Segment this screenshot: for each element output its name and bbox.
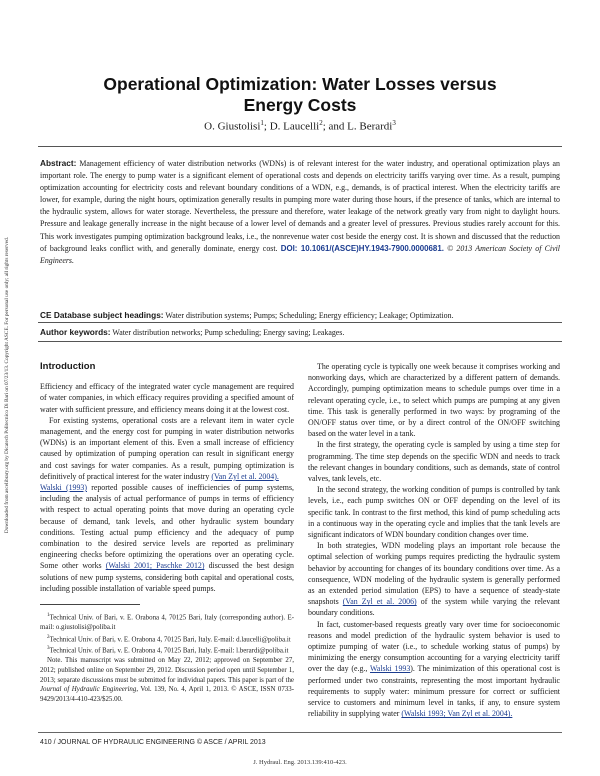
footnote-rule: [40, 604, 140, 605]
copyright-notice: © 2013 American Society of Civil Engineers.: [40, 243, 561, 265]
paper-title: [60, 74, 540, 116]
author-affil: 1: [260, 119, 264, 127]
paragraph: [40, 482, 294, 594]
download-watermark: [0, 150, 14, 620]
section-heading: Introduction: [40, 361, 96, 372]
paragraph: [308, 540, 560, 618]
note-text: , Vol. 139, No. 4, April 1, 2013. © ASCE, ISSN 0733-9429/2013/4-410-423/$25.00.: [40, 686, 294, 703]
ce-headings-label: CE Database subject headings:: [40, 310, 164, 320]
journal-name: Journal of Hydraulic Engineering: [40, 686, 137, 694]
abstract: [40, 157, 560, 267]
paragraph-text: In both strategies, WDN modeling plays an important role because the optimal selection of working pumps requires predicting the hydraulic system behavior by accounting for changes of its boundary conditions over time. As a consequence, WDN modeling of the hydraulic system is generally performed as an extended period simulation (EPS) to have a sequence of steady-state snapshots: [308, 541, 560, 607]
submission-note: [40, 656, 294, 704]
ce-headings-text: Water distribution systems; Pumps; Scheduling; Energy efficiency; Leakage; Optimization.: [165, 311, 454, 320]
paragraph-text: For existing systems, operational costs are a relevant item in water cycle management, and the energy cost for pumping in water distribution networks (WDNs) is an important element of this. Even a small increase of efficiency caused by optimization of pumping operation can result in significant energy and cost savings for water companies. As a result, pumping optimization is definitively of practical interest for the water industry: [40, 415, 294, 481]
ce-subject-headings: [40, 310, 560, 320]
meta-rule: [38, 322, 562, 323]
citation-link[interactable]: (Van Zyl et al. 2006): [342, 597, 417, 607]
author-sep: ;: [263, 120, 270, 133]
paragraph: [40, 415, 294, 482]
author-name: O. Giustolisi: [204, 120, 261, 133]
author-affil: 2: [319, 119, 323, 127]
author-keywords: [40, 327, 560, 337]
citation-link[interactable]: (Walski 1993; Van Zyl et al. 2004).: [401, 709, 513, 719]
footer-rule: [38, 732, 562, 733]
footnote-text: Technical Univ. of Bari, v. E. Orabona 4, 70125 Bari, Italy (corresponding author). E-mail: o.giustolisi@poliba.it: [40, 614, 294, 631]
keywords-label: Author keywords:: [40, 327, 111, 337]
author-affil: 3: [392, 119, 396, 127]
footnotes: [40, 611, 294, 704]
author-sep: ; and: [322, 120, 348, 133]
footnote-text: Technical Univ. of Bari, v. E. Orabona 4, 70125 Bari, Italy. E-mail: d.laucelli@poliba.it: [49, 635, 291, 643]
title-line-1: Operational Optimization: Water Losses versus: [103, 74, 497, 94]
abstract-label: Abstract:: [40, 158, 77, 168]
footnote: $^2$Technical Univ. of Bari, v. E. Orabona 4, 70125 Bari, Italy. E-mail: d.laucelli@poliba.it: [47, 634, 291, 643]
citation-link[interactable]: Walski (1993): [40, 483, 87, 493]
footnote: $^3$Technical Univ. of Bari, v. E. Orabona 4, 70125 Bari, Italy. E-mail: l.berardi@poliba.it: [47, 646, 289, 655]
header-rule: [38, 146, 562, 147]
author-name: L. Berardi: [347, 120, 393, 133]
download-note: Downloaded from ascelibrary.org by Dicatech Politecnico Di Bari on 07/23/13. Copyright ASCE. For personal use only; all rights reserved.: [4, 236, 10, 534]
paragraph-text: In fact, customer-based requests greatly vary over time for socioeconomic reasons and model prediction of the hydraulic system behavior is used to optimize pumping of water (i.e., to schedule working status of pumps) by minimizing the energy consumption accounting for a varying electricity tariff over the day (e.g.,: [308, 619, 560, 674]
citation-link[interactable]: (Walski 2001; Paschke 2012): [105, 561, 205, 571]
paragraph-text: of the system while varying the relevant boundary conditions.: [308, 597, 560, 618]
paragraph: [308, 619, 560, 720]
author-list: [60, 119, 540, 133]
author-name: D. Laucelli: [269, 120, 320, 133]
keywords-text: Water distribution networks; Pump scheduling; Energy saving; Leakages.: [112, 328, 345, 337]
footnote-text: Technical Univ. of Bari, v. E. Orabona 4, 70125 Bari, Italy. E-mail: l.berardi@poliba.it: [49, 647, 289, 655]
page-citation: J. Hydraul. Eng. 2013.139:410-423.: [253, 759, 347, 766]
note-text: Note. This manuscript was submitted on May 22, 2012; approved on September 27, 2012; published online on September 29, 2012. Discussion period open until September 1, 2013; separate discussions must be submitted for individual papers. This paper is part of the: [40, 657, 294, 684]
right-column: [308, 361, 560, 720]
page-footer: 410 / JOURNAL OF HYDRAULIC ENGINEERING © ASCE / APRIL 2013: [40, 739, 266, 746]
paragraph-text: ). The minimization of this operational cost is performed under two constraints, representing the most important hydraulic requirements to supply water: minimum pressure for correct or sufficient service to customers and minimum level in tanks, if any, to ensure system reliability in supplying water: [308, 664, 560, 719]
citation-link[interactable]: Walski 1993: [370, 664, 411, 674]
paragraph: In the first strategy, the operating cycle is sampled by using a time step for programming. The time step depends on the specific WDN and needs to track the relevant changes in boundary conditions, such as demands, state of control valves, tank levels, etc.: [308, 440, 560, 484]
paragraph: Efficiency and efficacy of the integrated water cycle management are required of water companies, in which efficacy requires providing a specified amount of water with sufficient pressure, and efficiency means doing it at the lowest cost.: [40, 382, 294, 414]
footnote: $^1$Technical Univ. of Bari, v. E. Orabona 4, 70125 Bari, Italy (corresponding author). E-mail: o.giustolisi@poliba.it: [40, 613, 294, 631]
paragraph-text: discussed the best design solutions of new pump systems, considering both capital and operational costs, including possible installation of variable speed pumps.: [40, 561, 294, 593]
keywords-rule: [38, 341, 562, 342]
doi-link[interactable]: DOI: 10.1061/(ASCE)HY.1943-7900.0000681.: [280, 243, 444, 253]
paragraph: The operating cycle is typically one week because it comprises working and nonworking days, which are characterized by a different pattern of demands. Accordingly, pumping optimization means to schedule pumps over time in a relevant operating cycle, i.e., to select which pumps are pumping at any given time. This task is generally performed in two ways: by programing of the ON/OFF status over time, or by a direct control of the ON/OFF switching based on the water level in a tank.: [308, 362, 560, 439]
citation-link[interactable]: (Van Zyl et al. 2004).: [211, 471, 279, 481]
title-line-2: Energy Costs: [243, 95, 357, 115]
paragraph-text: reported possible causes of inefficiencies of pump systems, including the analysis of actual performance of pumps in terms of efficiency with respect to actual operating points that move during an operating cycle because of demand, tank levels, and other hydraulic system boundary conditions. Testing actual pump efficiency and the adequacy of pump combination to the desired service levels are reported as preliminary engineering checks before optimizing the operations over an operating cycle. Some other works: [40, 483, 294, 571]
abstract-text: Management efficiency of water distribution networks (WDNs) is of relevant interest for the water industry, and operational optimization plays an important role. The energy to pump water is a significant element of operational costs and depends on electricity tariffs varying over time. As a result, pumping optimization accounting for electricity costs and relevant boundary conditions of a WDN, e.g., demands, is of practical interest. When the electricity tariffs are lower, for example, during the night hours, optimization generally results in pumping more water during those hours, if the presence of tanks, which are internal to the hydraulic system, allows for water storage. Nevertheless, the pressure and therefore, water leakage of the network greatly vary from night to daylight hours. Pressure and leakage generally increase in the night because of a lower level of demands and a greater level of pressures. Previous studies rarely account for this. This work investigates pumping optimization background leaks, i.e., the nonrevenue water cost beside the energy cost. It is shown and discussed that the reduction of background leaks conflict with, and generally dominate, energy cost.: [40, 159, 560, 253]
paragraph: In the second strategy, the working condition of pumps is controlled by tank levels, i.e., each pump switches ON or OFF depending on the level of its specific tank. In contrast to the first method, this kind of pump scheduling acts in a continuous way in the operating cycle and implies that the tank levels are significant indicators of WDN boundary condition changes over time.: [308, 485, 560, 540]
left-column: [40, 361, 294, 704]
